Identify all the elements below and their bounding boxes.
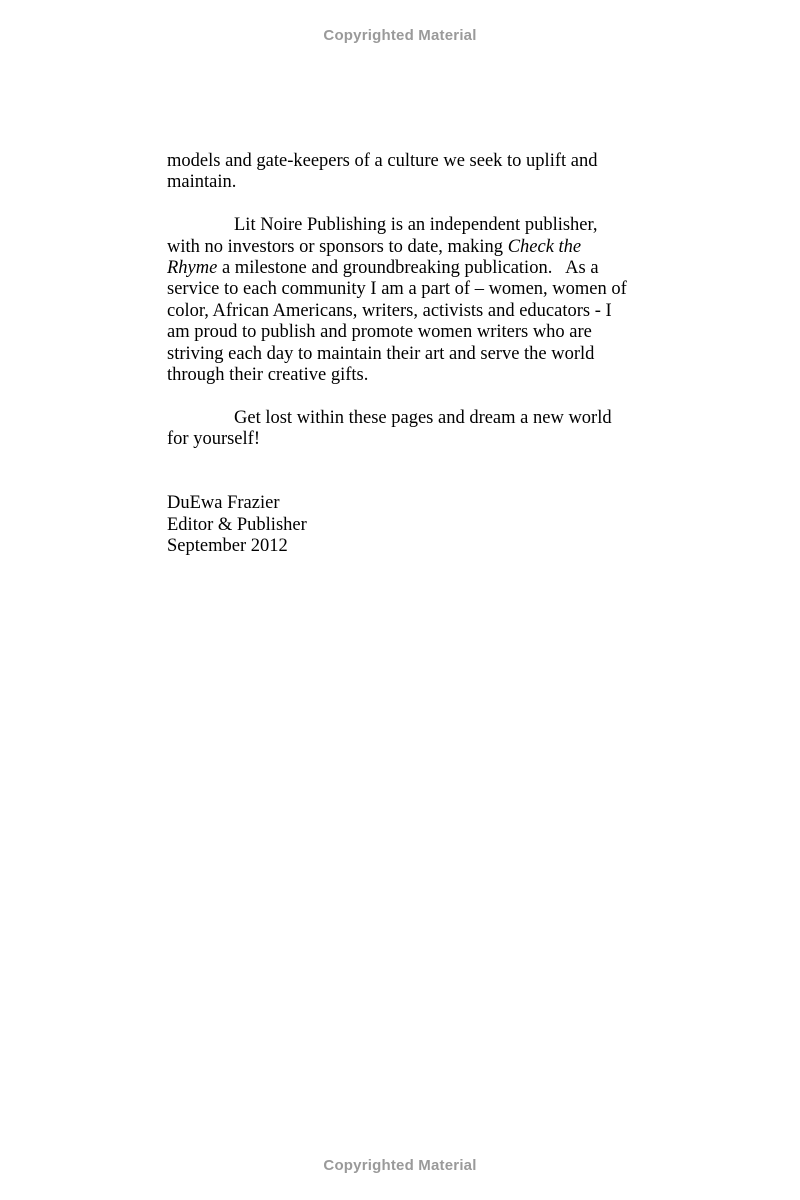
text-line: color, African Americans, writers, activists and educators - I [167,300,612,321]
book-title-italic: Check the [507,236,582,257]
text-line: striving each day to maintain their art and serve the world [167,343,595,364]
text-line: models and gate-keepers of a culture we seek to uplift and [167,151,598,171]
copyright-watermark-top: Copyrighted Material [323,27,477,44]
text-line: through their creative gifts. [167,365,369,386]
text-line: maintain. [167,172,237,193]
text-line: am proud to publish and promote women writers who are [167,322,592,343]
page-body [167,151,637,558]
text-line: Lit Noire Publishing is an independent publisher, [234,215,598,236]
copyright-watermark-bottom: Copyrighted Material [323,1157,477,1174]
text-line: a milestone and groundbreaking publication. As a [217,258,599,279]
signature-name: DuEwa Frazier [167,493,280,514]
paragraph-continuation [167,151,637,194]
book-title-italic: Rhyme [167,258,218,279]
paragraph-publisher [167,215,637,386]
text-line: with no investors or sponsors to date, making [167,236,508,257]
paragraph-closing [167,408,637,451]
text-line: service to each community I am a part of – women, women of [167,279,627,300]
signature-date: September 2012 [167,536,288,557]
signature-block [167,493,637,557]
signature-title: Editor & Publisher [167,514,307,535]
text-line: for yourself! [167,429,260,450]
text-line: Get lost within these pages and dream a new world [234,407,612,428]
